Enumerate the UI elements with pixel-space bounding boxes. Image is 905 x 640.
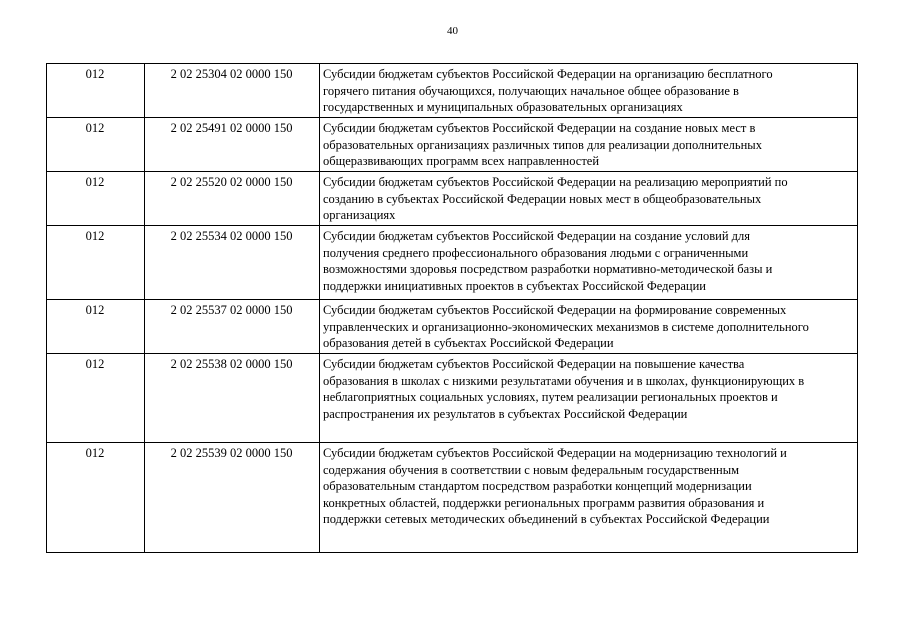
description-line: организациях xyxy=(323,208,396,223)
table-row xyxy=(47,300,858,354)
admin-code-cell: 012 xyxy=(47,443,145,553)
description-line: Субсидии бюджетам субъектов Российской Федерации на создание новых мест в xyxy=(323,121,756,135)
admin-code-cell: 012 xyxy=(47,226,145,300)
table-row xyxy=(47,354,858,443)
description-cell xyxy=(320,443,858,553)
description-cell xyxy=(320,354,858,443)
description-line: образования в школах с низкими результатами обучения и в школах, функционирующих в xyxy=(323,373,805,388)
budget-code-cell: 2 02 25304 02 0000 150 xyxy=(145,64,320,118)
description-line: возможностями здоровья посредством разработки нормативно-методической базы и xyxy=(323,262,773,277)
description-line: Субсидии бюджетам субъектов Российской Федерации на реализацию мероприятий по xyxy=(323,175,788,189)
admin-code-cell: 012 xyxy=(47,172,145,226)
admin-code-cell: 012 xyxy=(47,64,145,118)
description-line: получения среднего профессионального образования людьми с ограниченными xyxy=(323,245,749,260)
budget-code-cell: 2 02 25491 02 0000 150 xyxy=(145,118,320,172)
admin-code-cell: 012 xyxy=(47,300,145,354)
page-number: 40 xyxy=(447,25,458,37)
description-line: образовательным стандартом посредством разработки концепций модернизации xyxy=(323,479,752,494)
table-row xyxy=(47,64,858,118)
budget-code-cell: 2 02 25537 02 0000 150 xyxy=(145,300,320,354)
description-line: созданию в субъектах Российской Федерации новых мест в общеобразовательных xyxy=(323,191,762,206)
description-cell xyxy=(320,300,858,354)
description-line: государственных и муниципальных образовательных организациях xyxy=(323,100,683,115)
description-line: поддержки инициативных проектов в субъектах Российской Федерации xyxy=(323,278,706,293)
table-row xyxy=(47,226,858,300)
table-row xyxy=(47,172,858,226)
description-line: Субсидии бюджетам субъектов Российской Федерации на создание условий для xyxy=(323,229,750,243)
budget-code-cell: 2 02 25539 02 0000 150 xyxy=(145,443,320,553)
description-line: общеразвивающих программ всех направленностей xyxy=(323,154,600,169)
admin-code-cell: 012 xyxy=(47,118,145,172)
table-row xyxy=(47,443,858,553)
description-line: распространения их результатов в субъектах Российской Федерации xyxy=(323,406,688,421)
admin-code-cell: 012 xyxy=(47,354,145,443)
table-row xyxy=(47,118,858,172)
description-line: образовательных организациях различных типов для реализации дополнительных xyxy=(323,137,762,152)
budget-code-cell: 2 02 25538 02 0000 150 xyxy=(145,354,320,443)
description-line: содержания обучения в соответствии с новым федеральным государственным xyxy=(323,462,740,477)
description-line: Субсидии бюджетам субъектов Российской Федерации на формирование современных xyxy=(323,303,787,317)
description-line: Субсидии бюджетам субъектов Российской Федерации на модернизацию технологий и xyxy=(323,446,787,460)
description-line: Субсидии бюджетам субъектов Российской Федерации на организацию бесплатного xyxy=(323,67,773,81)
description-line: Субсидии бюджетам субъектов Российской Федерации на повышение качества xyxy=(323,357,745,371)
description-line: поддержки сетевых методических объединений в субъектах Российской Федерации xyxy=(323,512,770,527)
description-line: горячего питания обучающихся, получающих начальное общее образование в xyxy=(323,83,739,98)
description-line: управленческих и организационно-экономических механизмов в системе дополнительного xyxy=(323,319,809,334)
budget-code-cell: 2 02 25520 02 0000 150 xyxy=(145,172,320,226)
description-line: конкретных областей, поддержки региональных программ развития образования и xyxy=(323,495,765,510)
description-cell xyxy=(320,118,858,172)
description-cell xyxy=(320,64,858,118)
budget-revenue-table xyxy=(46,63,858,553)
budget-code-cell: 2 02 25534 02 0000 150 xyxy=(145,226,320,300)
description-cell xyxy=(320,226,858,300)
description-line: неблагоприятных социальных условиях, путем реализации региональных проектов и xyxy=(323,390,778,405)
description-cell xyxy=(320,172,858,226)
description-line: образования детей в субъектах Российской Федерации xyxy=(323,336,614,351)
